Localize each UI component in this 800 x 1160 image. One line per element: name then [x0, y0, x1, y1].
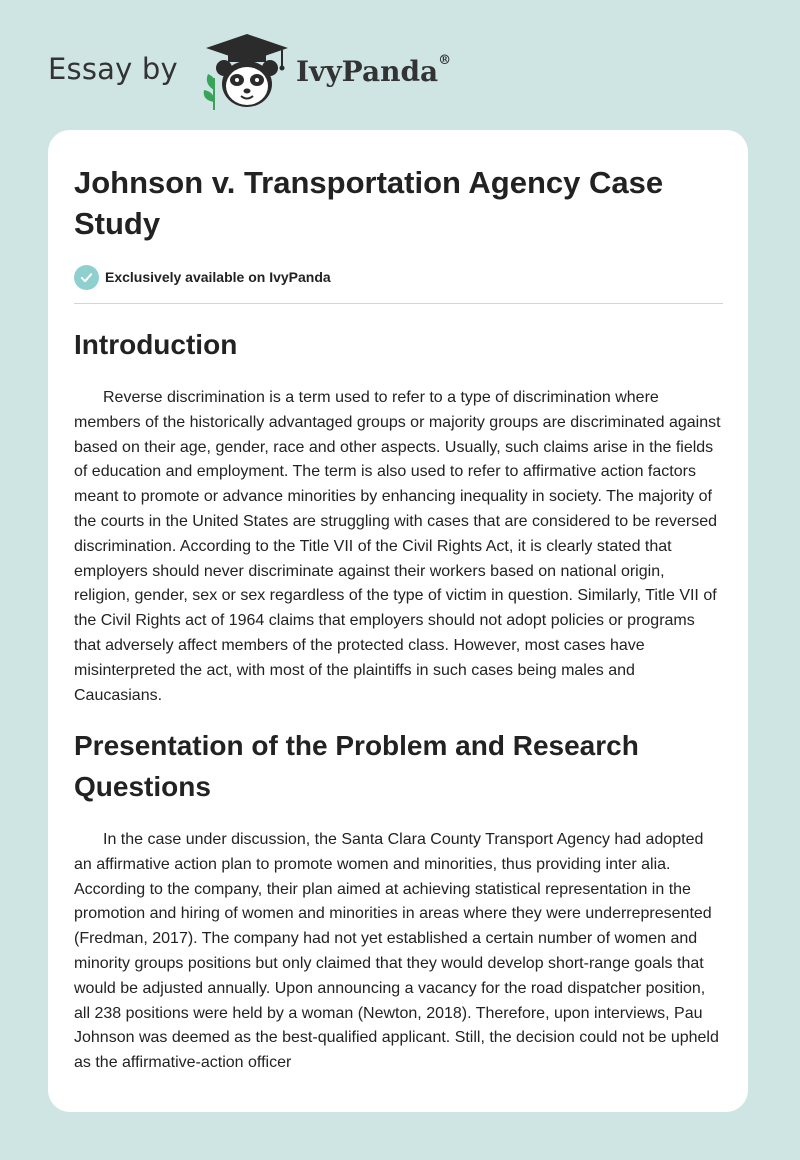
section-heading-introduction: Introduction	[74, 329, 238, 360]
page-title: Johnson v. Transportation Agency Case Study	[74, 165, 664, 241]
brand-name[interactable]: IvyPanda®	[296, 53, 452, 88]
exclusive-badge	[74, 264, 331, 290]
panda-logo-icon[interactable]	[202, 32, 292, 112]
essay-by-label: Essay by	[48, 52, 178, 86]
section-heading-problem: Presentation of the Problem and Research Questions	[74, 730, 639, 802]
section-paragraph-introduction: Reverse discrimination is a term used to refer to a type of discrimination where members of the historically advantaged groups or majority groups are discriminated against based on their age, gender, race and other aspects. Usually, such claims arise in the fields of education and employment. The term is also used to refer to affirmative action factors meant to promote or advance minorities by enhancing inequality in society. The majority of the courts in the United States are struggling with cases that are considered to be reversed discrimination. According to the Title VII of the Civil Rights Act, it is clearly stated that employers should never discriminate against their workers based on national origin, religion, gender, sex or sex regardless of the type of victim in question. Similarly, Title VII of the Civil Rights act of 1964 claims that employers should not adopt policies or programs that adversely affect members of the protected class. However, most cases have misinterpreted the act, with most of the plaintiffs in such cases being males and Caucasians.	[74, 389, 721, 704]
essay-card	[48, 130, 748, 1112]
exclusive-label: Exclusively available on IvyPanda	[105, 269, 331, 285]
divider	[74, 303, 723, 304]
site-header	[48, 30, 568, 110]
section-paragraph-problem: In the case under discussion, the Santa Clara County Transport Agency had adopted an affirmative action plan to promote women and minorities, thus providing inter alia. According to the company, their plan aimed at achieving statistical representation in the promotion and hiring of women and minorities in areas where they were underrepresented (Fredman, 2017). The company had not yet established a certain number of women and minority groups positions but only claimed that they would develop short-range goals that would be adjusted annually. Upon announcing a vacancy for the road dispatcher position, all 238 positions were held by a woman (Newton, 2018). Therefore, upon interviews, Pau Johnson was deemed as the best-qualified applicant. Still, the decision could not be upheld as the affirmative-action officer	[74, 831, 719, 1072]
check-icon	[74, 265, 99, 290]
registered-mark: ®	[438, 53, 452, 68]
